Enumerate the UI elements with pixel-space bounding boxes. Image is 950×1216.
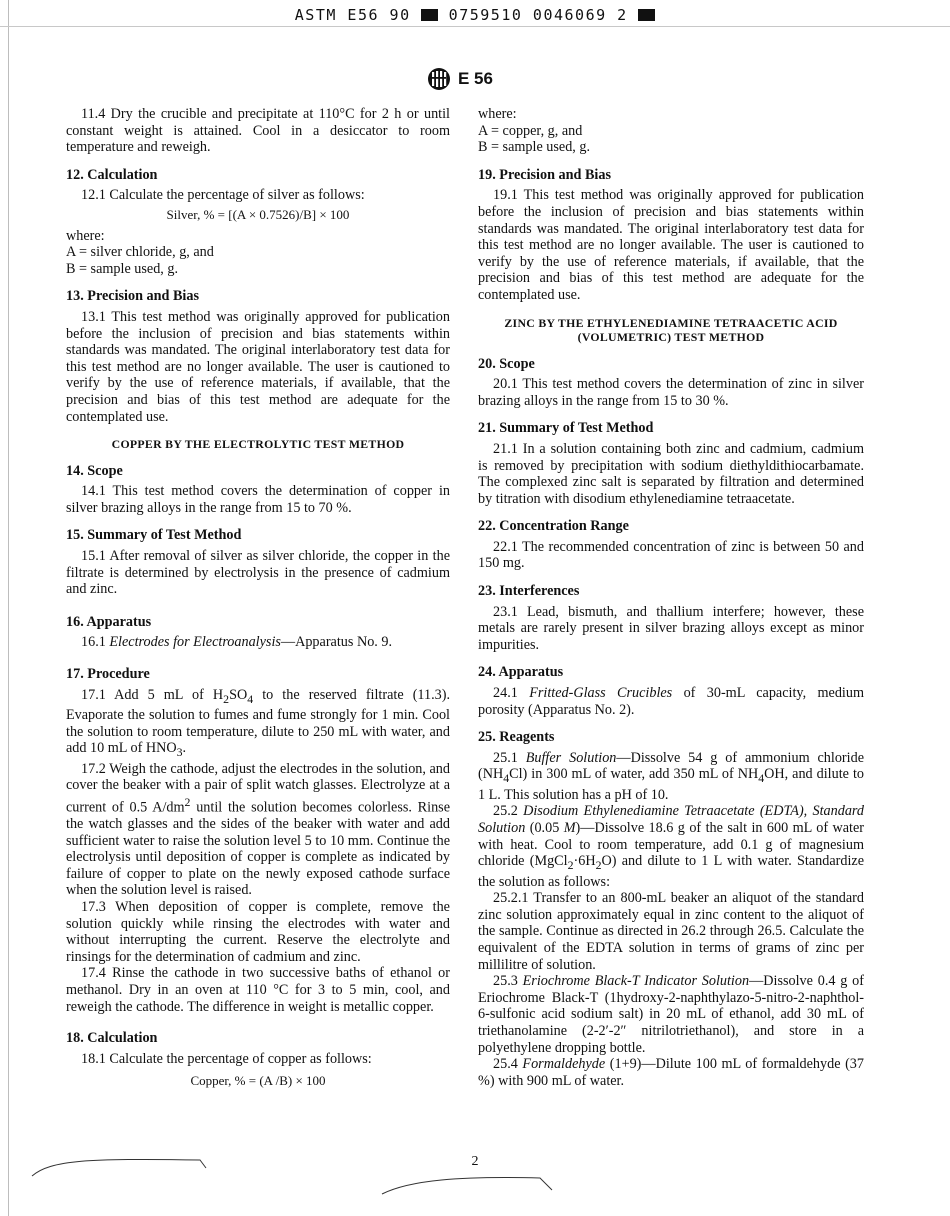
left-column	[66, 106, 450, 1094]
para-19-1: 19.1 This test method was originally approved for publication before the inclusion of precision and bias statements within standards was mandated. The original interlaboratory test data for this test method are no longer available. The user is cautioned to verify by the use of reference materials, if available, that the precision and bias of this test method are adequate for the contemplated use.	[478, 187, 864, 303]
black-bar-mark	[421, 9, 438, 21]
section-title-copper: COPPER BY THE ELECTROLYTIC TEST METHOD	[111, 437, 405, 452]
definition-b-2: B = sample used, g.	[478, 139, 591, 156]
para-25-2-1: 25.2.1 Transfer to an 800-mL beaker an aliquot of the standard zinc solution approximately equal in zinc content to the aliquot of the sample. Continue as directed in 26.2 through 26.5. Calculate the equivalent of the EDTA solution in terms of grams of zinc per millilitre of solution.	[478, 890, 864, 973]
heading-21: 21. Summary of Test Method	[478, 420, 654, 437]
definition-b-1: B = sample used, g.	[66, 260, 179, 277]
para-21-1: 21.1 In a solution containing both zinc and cadmium, cadmium is removed by precipitation with sodium diethyldithiocarbamate. The complexed zinc salt is separated by filtration and determined by titration with disodium ethylenediamine tetraacetate.	[478, 440, 864, 507]
para-11-4: 11.4 Dry the crucible and precipitate at 110°C for 2 h or until constant weight is attained. Cool in a desiccator to room temperature and reweigh.	[66, 106, 450, 156]
para-25-4: 25.4 Formaldehyde (1+9)—Dilute 100 mL of formaldehyde (37 %) with 900 mL of water.	[478, 1056, 864, 1089]
para-22-1: 22.1 The recommended concentration of zinc is between 50 and 150 mg.	[478, 538, 864, 572]
where-label-1: where:	[66, 227, 105, 244]
heading-23: 23. Interferences	[478, 583, 580, 600]
heading-14: 14. Scope	[66, 462, 123, 479]
definition-a-1: A = silver chloride, g, and	[66, 244, 214, 261]
formula-silver: Silver, % = [(A × 0.7526)/B] × 100	[166, 206, 350, 222]
page-number: 2	[471, 1154, 479, 1169]
astm-logo-header	[426, 67, 493, 91]
scan-artifact-curve-right	[380, 1170, 560, 1200]
formula-copper: Copper, % = (A /B) × 100	[190, 1073, 326, 1089]
para-17-1: 17.1 Add 5 mL of $H_2SO_4$ to the reserved filtrate (11.3). Evaporate the solution to fumes and fume strongly for 1 min. Cool the solution to room temperature, dilute to 250 mL with water, and add 10 mL of $HNO_3$.	[66, 686, 451, 759]
heading-19: 19. Precision and Bias	[478, 166, 611, 183]
para-24-1: 24.1 Fritted-Glass Crucibles of 30-mL capacity, medium porosity (Apparatus No. 2).	[478, 685, 864, 718]
heading-24: 24. Apparatus	[478, 664, 564, 681]
heading-16: 16. Apparatus	[66, 613, 152, 630]
right-column	[478, 106, 864, 1089]
scan-artifact-curve-left	[30, 1150, 210, 1180]
para-12-1: 12.1 Calculate the percentage of silver as follows:	[81, 187, 365, 204]
para-15-1: 15.1 After removal of silver as silver chloride, the copper in the filtrate is determined by electrolysis in the presence of cadmium and zinc.	[66, 547, 450, 598]
para-17-3: 17.3 When deposition of copper is complete, remove the solution quickly while rinsing the electrodes with water and without interrupting the current. Reserve the electrolyte and rinsings for the determination of cadmium and zinc.	[66, 899, 450, 965]
where-label-2: where:	[478, 106, 517, 122]
heading-18: 18. Calculation	[66, 1030, 158, 1047]
section-title-zinc: ZINC BY THE ETHYLENEDIAMINE TETRAACETIC ACID (VOLUMETRIC) TEST METHOD	[504, 315, 838, 345]
astm-logo-icon	[426, 67, 452, 91]
para-25-3: 25.3 Eriochrome Black-T Indicator Solution—Dissolve 0.4 g of Eriochrome Black-T (1hydroxy-2-naphthylazo-5-nitro-2-naphthol-6-sulfonic acid sodium salt) in 20 mL of ethanol, add 30 mL of triethanolamine (2-2′-2″ nitrilotriethanol), and store in a polyethylene dropping bottle.	[478, 973, 864, 1056]
heading-25: 25. Reagents	[478, 729, 555, 746]
para-18-1: 18.1 Calculate the percentage of copper as follows:	[81, 1050, 372, 1067]
designation: E 56	[458, 69, 493, 88]
para-25-2: 25.2 Disodium Ethylenediamine Tetraacetate (EDTA), Standard Solution (0.05 M)—Dissolve 18.6 g of the salt in 600 mL of water with heat. Cool to room temperature, add 0.1 g of magnesium chloride $(MgCl_2\cdot 6H_2O)$ and dilute to 1 L with water. Standardize the solution as follows:	[478, 803, 864, 890]
para-13-1: 13.1 This test method was originally approved for publication before the inclusion of precision and bias statements within standards was mandated. The original interlaboratory test data for this test method are no longer available. The user is cautioned to verify by the use of reference materials, if available, that the precision and bias of this test method are adequate for the contemplated use.	[66, 308, 450, 425]
para-16-1: 16.1 Electrodes for Electroanalysis—Apparatus No. 9.	[81, 634, 393, 651]
heading-20: 20. Scope	[478, 355, 535, 372]
heading-13: 13. Precision and Bias	[66, 288, 199, 305]
para-14-1: 14.1 This test method covers the determination of copper in silver brazing alloys in the range from 15 to 70 %.	[66, 483, 450, 516]
para-25-1: 25.1 Buffer Solution—Dissolve 54 g of ammonium chloride $(NH_4Cl)$ in 300 mL of water, add 350 mL of $NH_4OH$, and dilute to 1 L. This solution has a pH of 10.	[478, 749, 864, 803]
para-23-1: 23.1 Lead, bismuth, and thallium interfere; however, these metals are rarely present in silver brazing alloys except as minor impurities.	[478, 603, 864, 653]
heading-15: 15. Summary of Test Method	[66, 527, 242, 544]
heading-17: 17. Procedure	[66, 665, 150, 682]
para-20-1: 20.1 This test method covers the determination of zinc in silver brazing alloys in the range from 15 to 30 %.	[478, 376, 864, 409]
scan-edge-line	[8, 0, 9, 1216]
heading-12: 12. Calculation	[66, 166, 158, 183]
para-17-2: 17.2 Weigh the cathode, adjust the electrodes in the solution, and cover the beaker with a pair of split watch glasses. Electrolyze at a current of 0.5 $A/dm^2$ until the solution becomes colorless. Rinse the watch glasses and the sides of the beaker with water and add sufficient water to raise the solution level 5 to 10 mm. Continue the electrolysis until deposition of copper is complete as indicated by failure of copper to plate on the newly exposed cathode surface when the solution level is raised.	[66, 760, 450, 899]
code-mid: 0759510 0046069 2	[448, 6, 628, 24]
para-17-4: 17.4 Rinse the cathode in two successive baths of ethanol or methanol. Dry in an oven at 110 °C for 3 to 5 min, cool, and reweigh the cathode. The difference in weight is metallic copper.	[66, 965, 450, 1015]
black-bar-mark-2	[638, 9, 655, 21]
definition-a-2: A = copper, g, and	[478, 122, 583, 139]
code-left: ASTM E56 90	[294, 6, 411, 24]
document-code-header	[0, 6, 950, 24]
heading-22: 22. Concentration Range	[478, 518, 629, 535]
